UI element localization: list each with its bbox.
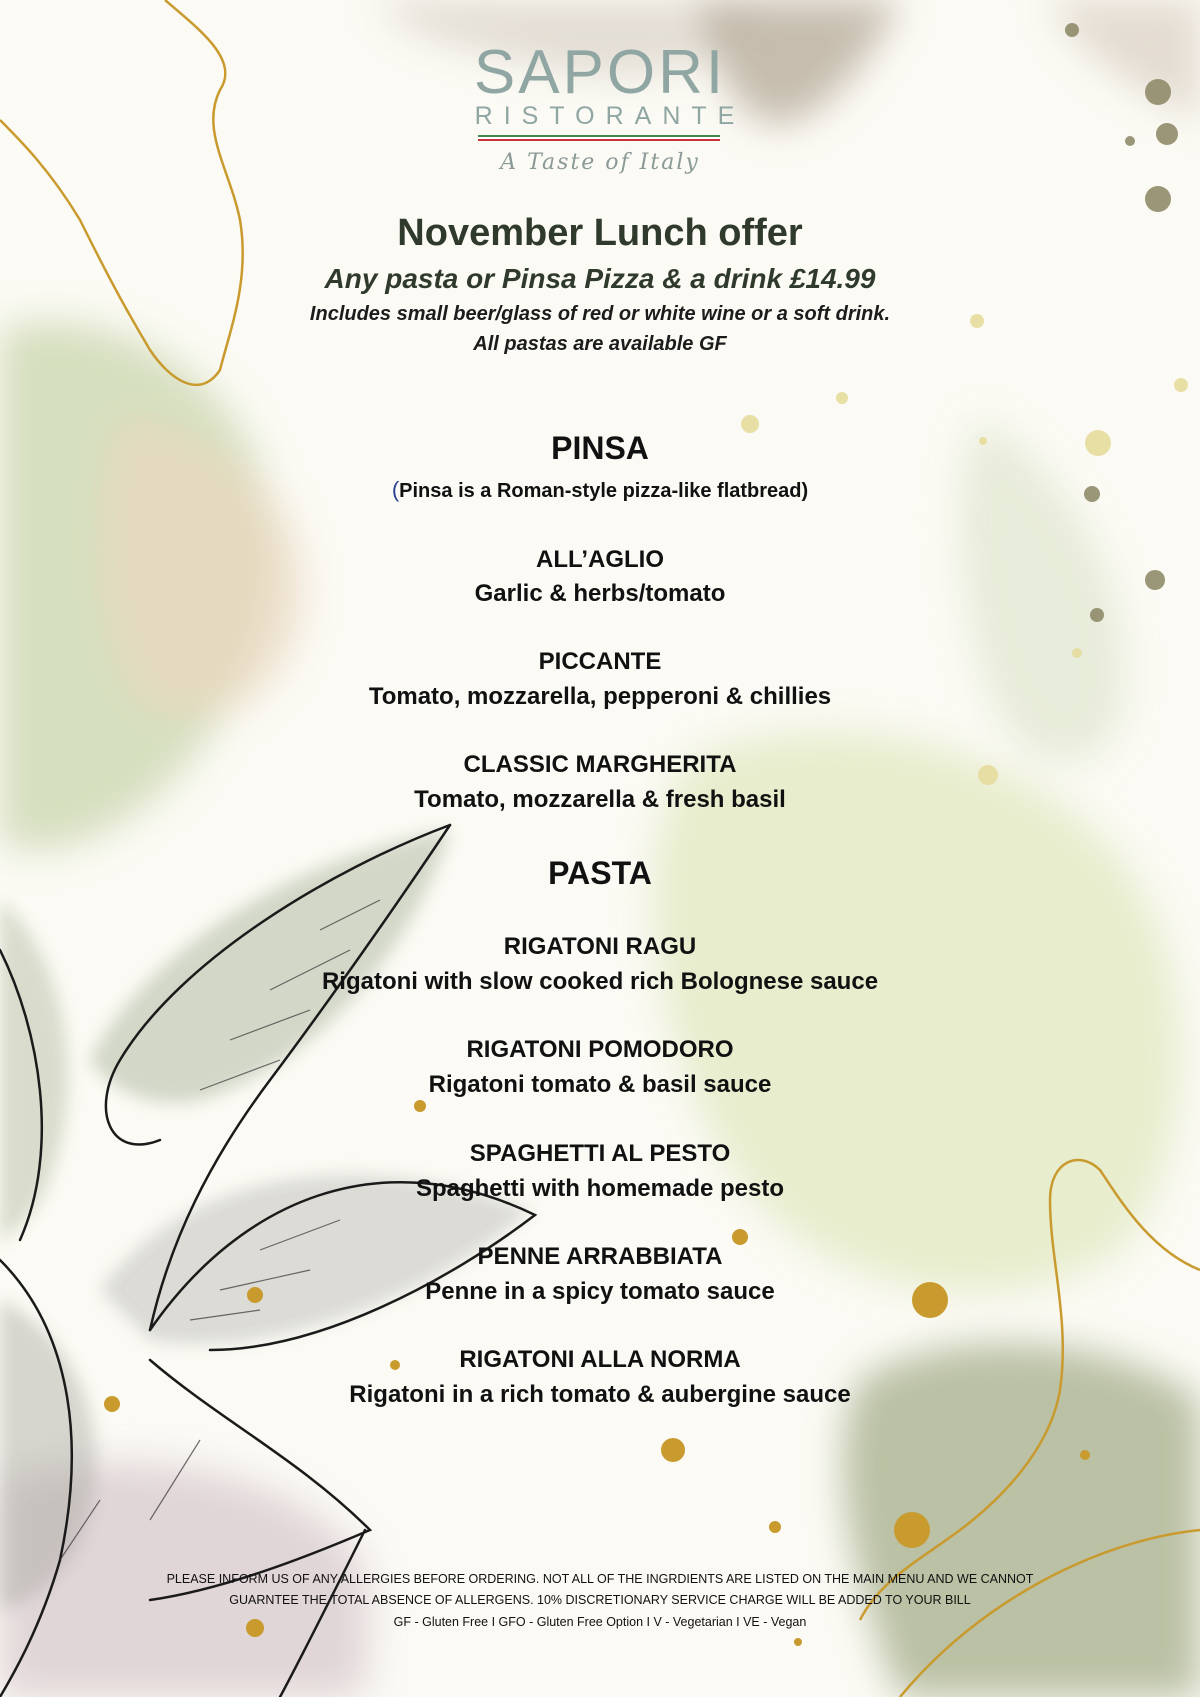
- menu-item-description: Rigatoni tomato & basil sauce: [428, 1071, 772, 1098]
- pinsa-note: [0, 477, 1200, 503]
- offer-subtitle: Any pasta or Pinsa Pizza & a drink £14.99: [324, 263, 876, 294]
- menu-item-description: Tomato, mozzarella & fresh basil: [414, 786, 786, 813]
- menu-item-name: PENNE ARRABBIATA: [477, 1243, 723, 1270]
- section-title-pinsa: PINSA: [551, 430, 649, 466]
- menu-item-name: RIGATONI RAGU: [503, 933, 697, 960]
- section-title-pasta: PASTA: [548, 855, 652, 891]
- menu-item-description: Garlic & herbs/tomato: [474, 580, 726, 607]
- menu-item-description: Penne in a spicy tomato sauce: [425, 1278, 775, 1305]
- menu-item-name: RIGATONI POMODORO: [466, 1036, 734, 1063]
- logo-subtitle: RISTORANTE: [474, 102, 746, 130]
- offer-title: November Lunch offer: [397, 212, 803, 254]
- allergy-notice-line-2: GUARNTEE THE TOTAL ABSENCE OF ALLERGENS. 10% DISCRETIONARY SERVICE CHARGE WILL BE ADDED TO YOUR BILL: [229, 1593, 971, 1607]
- menu-item-description: Rigatoni with slow cooked rich Bolognese sauce: [321, 968, 879, 995]
- logo-tagline: A Taste of Italy: [500, 150, 700, 175]
- dietary-key: GF - Gluten Free I GFO - Gluten Free Option I V - Vegetarian I VE - Vegan: [393, 1615, 807, 1629]
- allergy-notice-line-1: PLEASE INFORM US OF ANY ALLERGIES BEFORE ORDERING. NOT ALL OF THE INGRDIENTS ARE LISTED ON THE MAIN MENU AND WE CANNOT: [166, 1572, 1034, 1586]
- menu-item-description: Rigatoni in a rich tomato & aubergine sauce: [349, 1381, 851, 1408]
- pinsa-note-paren: (: [391, 477, 400, 502]
- logo-name: SAPORI: [473, 38, 727, 107]
- offer-note: Includes small beer/glass of red or white wine or a soft drink.: [309, 303, 891, 325]
- menu-item-name: CLASSIC MARGHERITA: [463, 751, 737, 778]
- offer-gf-note: All pastas are available GF: [473, 333, 727, 355]
- menu-item-name: SPAGHETTI AL PESTO: [469, 1140, 731, 1167]
- menu-item-name: RIGATONI ALLA NORMA: [459, 1346, 741, 1373]
- italian-flag-stripe: [478, 135, 720, 141]
- menu-item-name: PICCANTE: [538, 648, 662, 675]
- menu-item-name: ALL’AGLIO: [536, 546, 664, 573]
- pinsa-note-text: Pinsa is a Roman-style pizza-like flatbread): [399, 480, 809, 502]
- menu-item-description: Spaghetti with homemade pesto: [415, 1175, 785, 1202]
- menu-item-description: Tomato, mozzarella, pepperoni & chillies: [368, 683, 832, 710]
